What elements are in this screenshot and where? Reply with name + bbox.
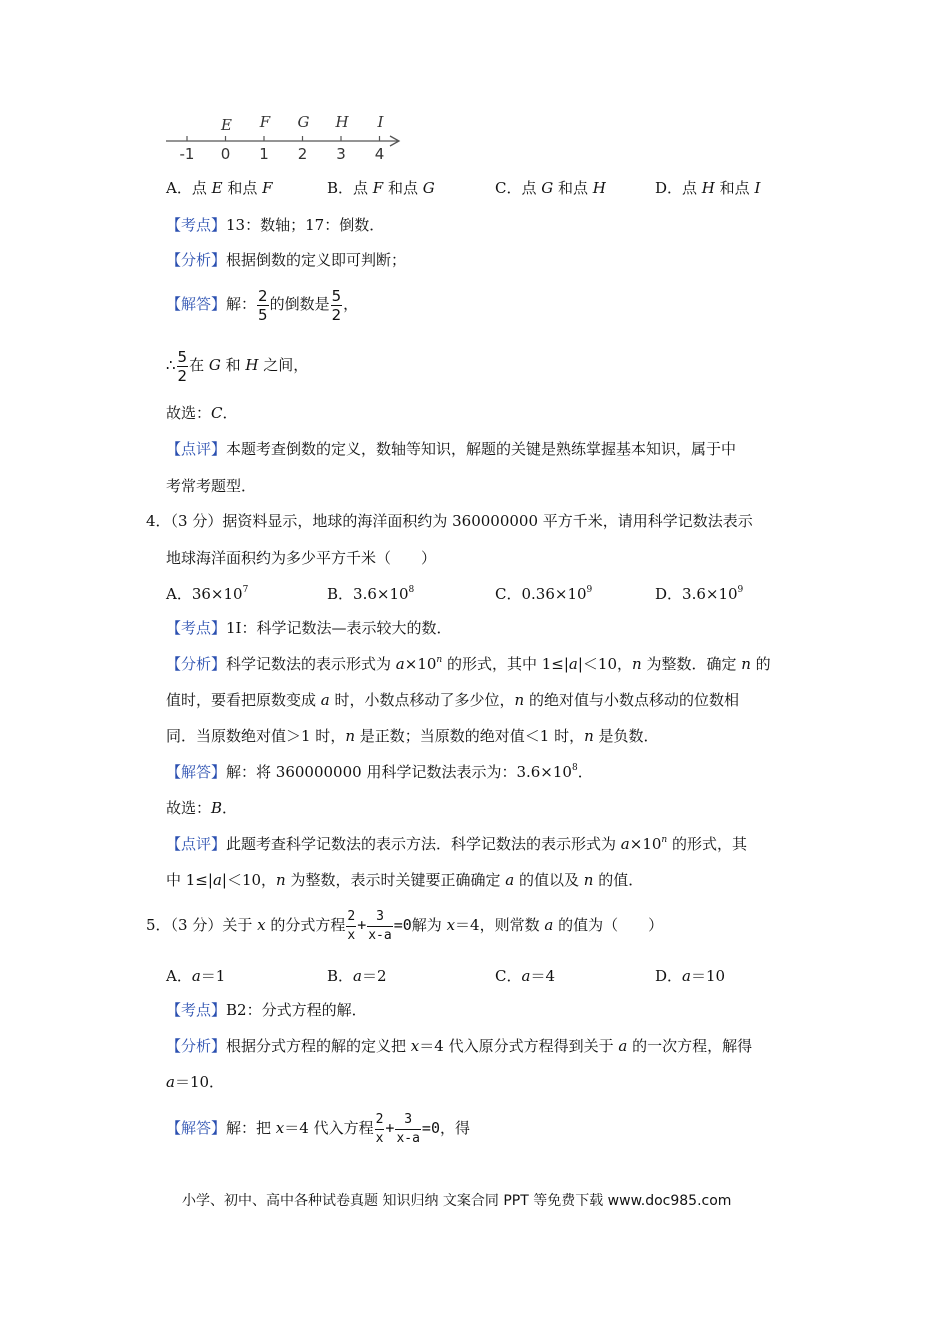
number-line-tick-label: -1 bbox=[179, 145, 195, 162]
q3-kaodian: 【考点】13：数轴；17：倒数． bbox=[166, 216, 385, 234]
number-line-tick-label: 2 bbox=[297, 145, 308, 162]
q4-stem-2: 地球海洋面积约为多少平方千米（ ） bbox=[166, 549, 437, 567]
q4-fenxi-3: 同．当原数绝对值＞1 时，n 是正数；当原数的绝对值＜1 时，n 是负数． bbox=[166, 727, 659, 745]
q5-option-b: B．a＝2 bbox=[327, 967, 387, 985]
kaodian-tag: 【考点】 bbox=[166, 216, 227, 234]
number-line-point-label: G bbox=[297, 113, 310, 131]
q5-option-d: D．a＝10 bbox=[655, 967, 726, 985]
dianping-tag: 【点评】 bbox=[166, 440, 227, 458]
q5-stem: 5．（3 分）关于 x 的分式方程 $\frac{2}{x}$ + $\frac{3}{x-a}$ =0解为 x＝4，则常数 a 的值为（ ） bbox=[146, 908, 664, 943]
q4-dianping-2: 中 1≤|a|＜10，n 为整数，表示时关键要正确确定 a 的值以及 n 的值． bbox=[166, 871, 644, 889]
q5-option-c: C．a＝4 bbox=[495, 967, 555, 985]
q4-kaodian: 【考点】1I：科学记数法—表示较大的数． bbox=[166, 619, 452, 637]
fenxi-tag: 【分析】 bbox=[166, 1037, 227, 1055]
number-line bbox=[160, 112, 420, 162]
fraction-5-2: $\frac{5}{2}$ bbox=[331, 286, 342, 324]
jieda-tag: 【解答】 bbox=[166, 1119, 227, 1137]
number-line-tick-label: 0 bbox=[220, 145, 231, 162]
fenxi-tag: 【分析】 bbox=[166, 251, 227, 269]
fraction-3-x-a: $\frac{3}{x-a}$ bbox=[396, 1111, 420, 1146]
q4-dianping-1: 【点评】此题考查科学记数法的表示方法．科学记数法的表示形式为 $a\times 10^n$ 的形式，其 bbox=[166, 835, 747, 853]
q4-option-c: C．$0.36\times 10^9$ bbox=[495, 585, 593, 603]
fraction-2-x: $\frac{2}{x}$ bbox=[375, 1111, 384, 1146]
q4-stem-1: 4．（3 分）据资料显示，地球的海洋面积约为 360000000 平方千米，请用科学记数法表示 bbox=[146, 512, 753, 530]
q3-dianping-2: 考常考题型． bbox=[166, 477, 257, 495]
q4-fenxi-1: 【分析】科学记数法的表示形式为 $a\times 10^n$ 的形式，其中 1≤|a|＜10，n 为整数．确定 n 的 bbox=[166, 655, 771, 673]
kaodian-tag: 【考点】 bbox=[166, 1001, 227, 1019]
fraction-2-x: $\frac{2}{x}$ bbox=[347, 908, 356, 943]
q4-jieda: 【解答】解：将 360000000 用科学记数法表示为：$3.6\times 10^8$． bbox=[166, 763, 593, 781]
kaodian-tag: 【考点】 bbox=[166, 619, 227, 637]
q4-fenxi-2: 值时，要看把原数变成 a 时，小数点移动了多少位，n 的绝对值与小数点移动的位数相 bbox=[166, 691, 739, 709]
number-line-tick-label: 3 bbox=[336, 145, 346, 162]
q4-choose: 故选：B． bbox=[166, 799, 238, 817]
q3-option-c: C．点 G 和点 H bbox=[495, 179, 606, 197]
number-line-point-label: I bbox=[377, 113, 384, 131]
q5-fenxi-2: a＝10． bbox=[166, 1073, 225, 1091]
q4-option-b: B．$3.6\times 10^8$ bbox=[327, 585, 415, 603]
q4-option-d: D．$3.6\times 10^9$ bbox=[655, 585, 744, 603]
jieda-tag: 【解答】 bbox=[166, 763, 227, 781]
number-line-point-label: F bbox=[259, 113, 271, 131]
number-line-point-label: H bbox=[335, 113, 349, 131]
q3-option-b: B．点 F 和点 G bbox=[327, 179, 435, 197]
q5-kaodian: 【考点】B2：分式方程的解． bbox=[166, 1001, 367, 1019]
fenxi-tag: 【分析】 bbox=[166, 655, 227, 673]
number-line-tick-label: 4 bbox=[374, 145, 385, 162]
number-line-tick-label: 1 bbox=[259, 145, 269, 162]
q3-therefore: ∴ $\frac{5}{2}$ 在 G 和 H 之间， bbox=[166, 347, 309, 385]
fraction-3-x-a: $\frac{3}{x-a}$ bbox=[368, 908, 392, 943]
q3-dianping-1: 【点评】本题考查倒数的定义，数轴等知识，解题的关键是熟练掌握基本知识，属于中 bbox=[166, 440, 737, 458]
q5-option-a: A．a＝1 bbox=[166, 967, 226, 985]
q3-option-a: A．点 E 和点 F bbox=[166, 179, 273, 197]
q3-choose: 故选：C． bbox=[166, 404, 238, 422]
fraction-5-2: $\frac{5}{2}$ bbox=[177, 347, 188, 385]
q5-fenxi-1: 【分析】根据分式方程的解的定义把 x＝4 代入原分式方程得到关于 a 的一次方程，解得 bbox=[166, 1037, 753, 1055]
q3-fenxi: 【分析】根据倒数的定义即可判断； bbox=[166, 251, 407, 269]
number-line-point-label: E bbox=[221, 116, 232, 134]
page-footer: 小学、初中、高中各种试卷真题 知识归纳 文案合同 PPT 等免费下载 www.doc985.com bbox=[182, 1193, 732, 1209]
q3-option-d: D．点 H 和点 I bbox=[655, 179, 761, 197]
q4-option-a: A．$36\times 10^7$ bbox=[166, 585, 249, 603]
q3-jieda: 【解答】解： $\frac{2}{5}$ 的倒数是 $\frac{5}{2}$ ， bbox=[166, 286, 359, 324]
fraction-2-5: $\frac{2}{5}$ bbox=[258, 286, 268, 324]
q5-jieda: 【解答】解：把 x＝4 代入方程 $\frac{2}{x}$ + $\frac{3}{x-a}$ =0，得 bbox=[166, 1111, 470, 1146]
jieda-tag: 【解答】 bbox=[166, 295, 227, 313]
dianping-tag: 【点评】 bbox=[166, 835, 227, 853]
